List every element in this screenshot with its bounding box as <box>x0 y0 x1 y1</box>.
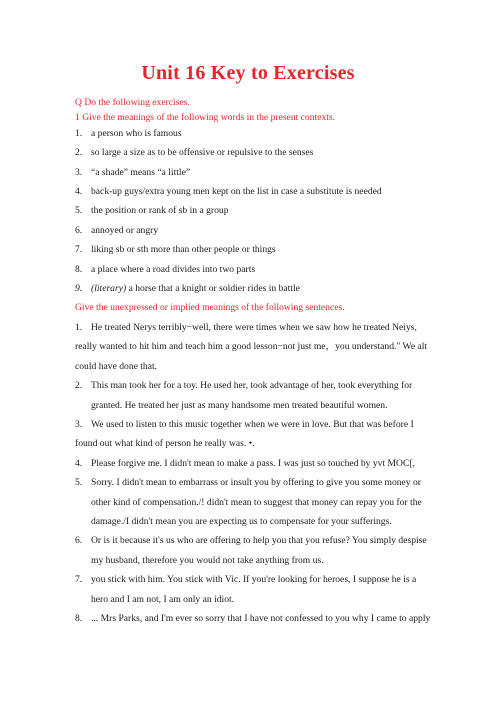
list-item-continuation: could have done that. <box>75 361 158 372</box>
list-item: 4. back-up guys/extra young men kept on the list in case a substitute is needed <box>75 186 382 197</box>
list-item: 8. a place where a road divides into two parts <box>75 264 256 275</box>
list-item: 5. Sorry. I didn't mean to embarrass or insult you by offering to give you some money or <box>75 477 421 488</box>
list-item-continuation: hero and I am not, I am only an idiot. <box>91 594 235 605</box>
list-item: 3. We used to listen to this music together when we were in love. But that was before I <box>75 419 414 430</box>
part2-heading: Give the unexpressed or implied meanings of the following sentences. <box>75 302 345 313</box>
page-title: Unit 16 Key to Exercises <box>141 62 355 84</box>
list-item: 8. ... Mrs Parks, and I'm ever so sorry that I have not confessed to you why I came to apply <box>75 613 431 624</box>
list-item-continuation: other kind of compensation./! didn't mean to suggest that money can repay you for the <box>91 497 422 508</box>
part1-heading: 1 Give the meanings of the following words in the present contexts. <box>75 112 336 123</box>
list-item-continuation: granted. He treated her just as many handsome men treated beautiful women. <box>91 400 388 411</box>
list-item: 2. This man took her for a toy. He used her, took advantage of her, took everything for <box>75 380 413 391</box>
list-item-continuation: found out what kind of person he really was. •. <box>75 438 255 449</box>
list-item-continuation: really wanted to hit him and teach him a good lesson−not just me，you understand." We alt <box>75 341 428 352</box>
list-item: 4. Please forgive me. I didn't mean to make a pass. I was just so touched by yvt MOC[, <box>75 458 415 469</box>
list-item: 9. (literary) a horse that a knight or soldier rides in battle <box>75 283 300 294</box>
list-item: 5. the position or rank of sb in a group <box>75 205 229 216</box>
list-item: 3. “a shade” means “a little” <box>75 167 191 178</box>
list-item-continuation: my husband, therefore you would not take anything from us. <box>91 555 324 566</box>
list-item: 1. He treated Nerys terribly−well, there were times when we saw how he treated Neiys, <box>75 322 417 333</box>
list-item: 6. Or is it because it's us who are offering to help you that you refuse? You simply despise <box>75 535 427 546</box>
q-heading: Q Do the following exercises. <box>75 97 190 108</box>
list-item: 6. annoyed or angry <box>75 225 159 236</box>
list-item-continuation: damage./I didn't mean you are expecting us to compensate for your sufferings. <box>91 516 392 527</box>
list-item: 7. you stick with him. You stick with Vic. If you're looking for heroes, I suppose he is a <box>75 574 417 585</box>
list-item: 1. a person who is famous <box>75 128 182 139</box>
list-item: 7. liking sb or sth more than other people or things <box>75 244 276 255</box>
list-item: 2. so large a size as to be offensive or repulsive to the senses <box>75 147 314 158</box>
